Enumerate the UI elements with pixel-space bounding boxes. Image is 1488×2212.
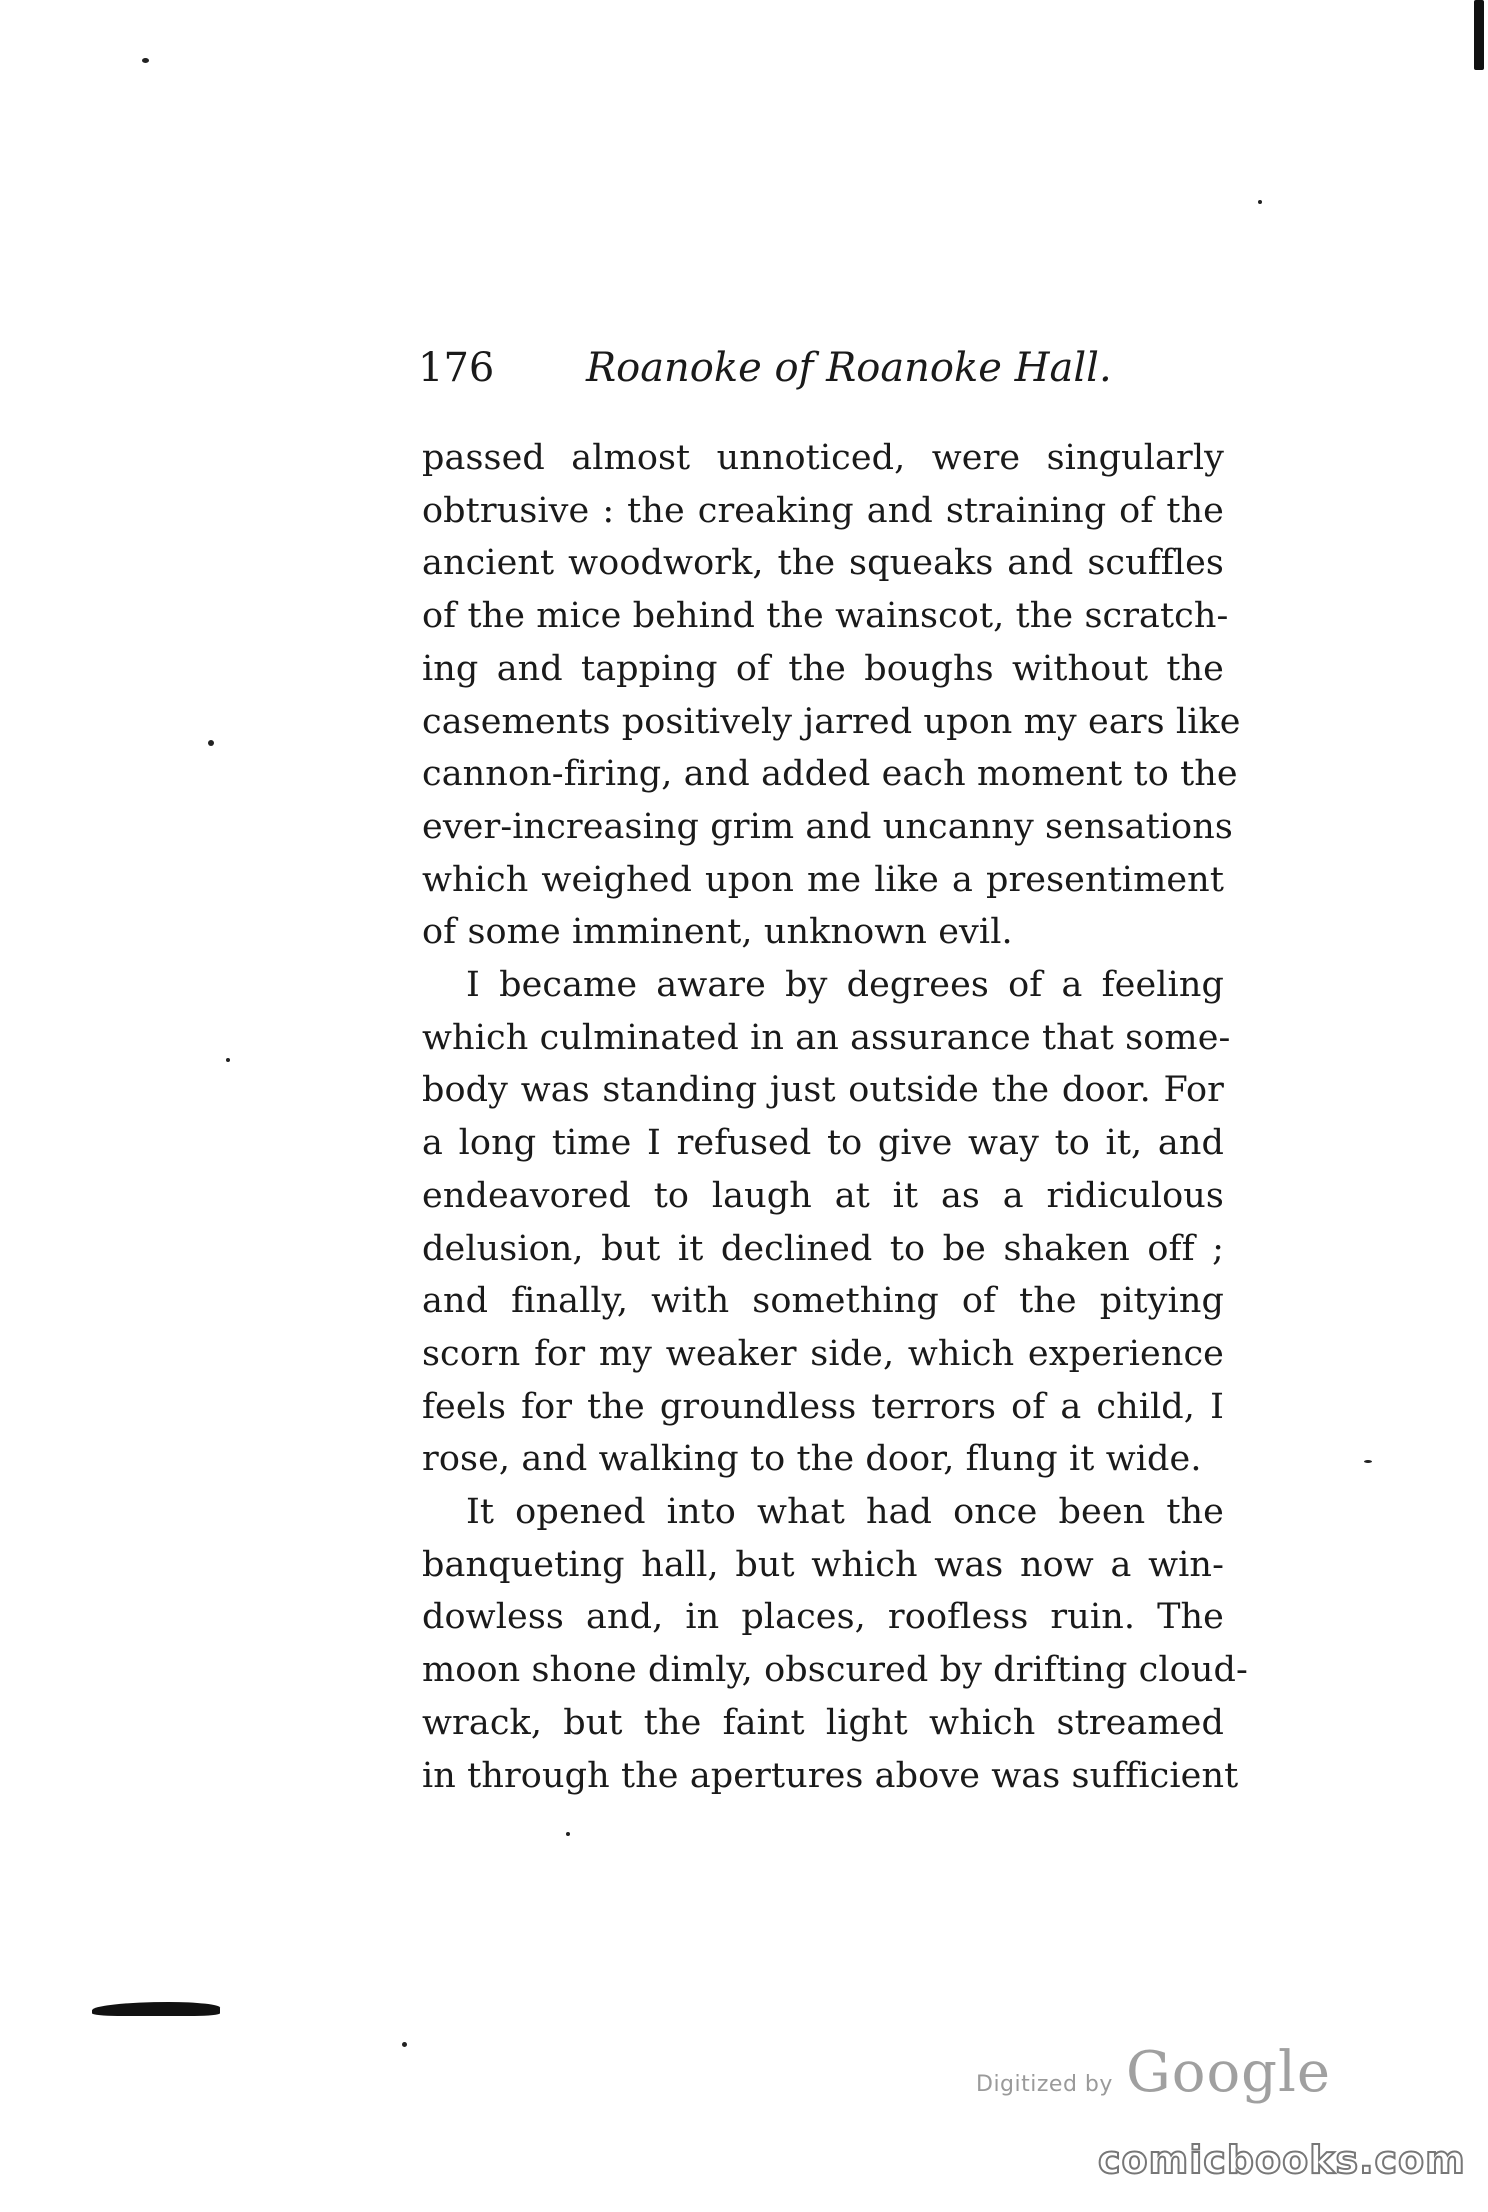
digitizer-logo: Google [1126,2040,1332,2105]
scan-speck [1258,200,1262,204]
running-title: Roanoke of Roanoke Hall. [586,345,1112,391]
scan-speck [1364,1460,1372,1463]
paragraph-first-line: I became aware by degrees of a feeling [466,965,1224,1006]
page-header [418,338,1228,398]
body-text [422,432,1248,1802]
scan-speck [566,1832,570,1836]
site-watermark: comicbooks.com [1098,2138,1466,2182]
ink-smudge [92,2002,220,2016]
text-line: casements positively jarred upon my ears like [422,701,1241,742]
digitized-by-mark [976,2040,1331,2120]
text-line: ancient woodwork, the squeaks and scuffles [422,543,1224,584]
text-line: delusion, but it declined to be shaken off ; [422,1228,1224,1269]
text-line: wrack, but the faint light which streamed [422,1702,1224,1743]
text-line: scorn for my weaker side, which experience [422,1333,1224,1374]
page-number: 176 [418,345,495,391]
text-line: moon shone dimly, obscured by drifting cloud- [422,1650,1248,1691]
paragraph-first-line: It opened into what had once been the [466,1492,1224,1533]
scan-speck [142,58,149,63]
scan-speck [208,740,214,746]
text-line: of the mice behind the wainscot, the scratch- [422,596,1229,637]
text-line: rose, and walking to the door, flung it wide. [422,1439,1202,1480]
text-line: endeavored to laugh at it as a ridiculous [422,1175,1224,1216]
text-line: ever-increasing grim and uncanny sensations [422,806,1233,847]
text-line: of some imminent, unknown evil. [422,912,1013,953]
digitized-by-label: Digitized by [976,2072,1113,2097]
text-line: dowless and, in places, roofless ruin. The [422,1597,1224,1638]
text-line: obtrusive : the creaking and straining of the [422,490,1224,531]
text-line: banqueting hall, but which was now a win- [422,1544,1224,1585]
scan-speck [402,2042,407,2047]
page-edge-mark [1474,0,1484,70]
text-line: in through the apertures above was sufficient [422,1755,1239,1796]
text-line: a long time I refused to give way to it, and [422,1123,1224,1164]
text-line: feels for the groundless terrors of a child, I [422,1386,1224,1427]
text-line: which culminated in an assurance that some- [422,1017,1231,1058]
text-line: and finally, with something of the pitying [422,1281,1224,1322]
scan-speck [226,1058,230,1062]
text-line: body was standing just outside the door. For [422,1070,1224,1111]
text-line: which weighed upon me like a presentiment [422,859,1224,900]
text-line: ing and tapping of the boughs without the [422,648,1224,689]
text-line: cannon-firing, and added each moment to the [422,754,1238,795]
text-line: passed almost unnoticed, were singularly [422,438,1224,478]
